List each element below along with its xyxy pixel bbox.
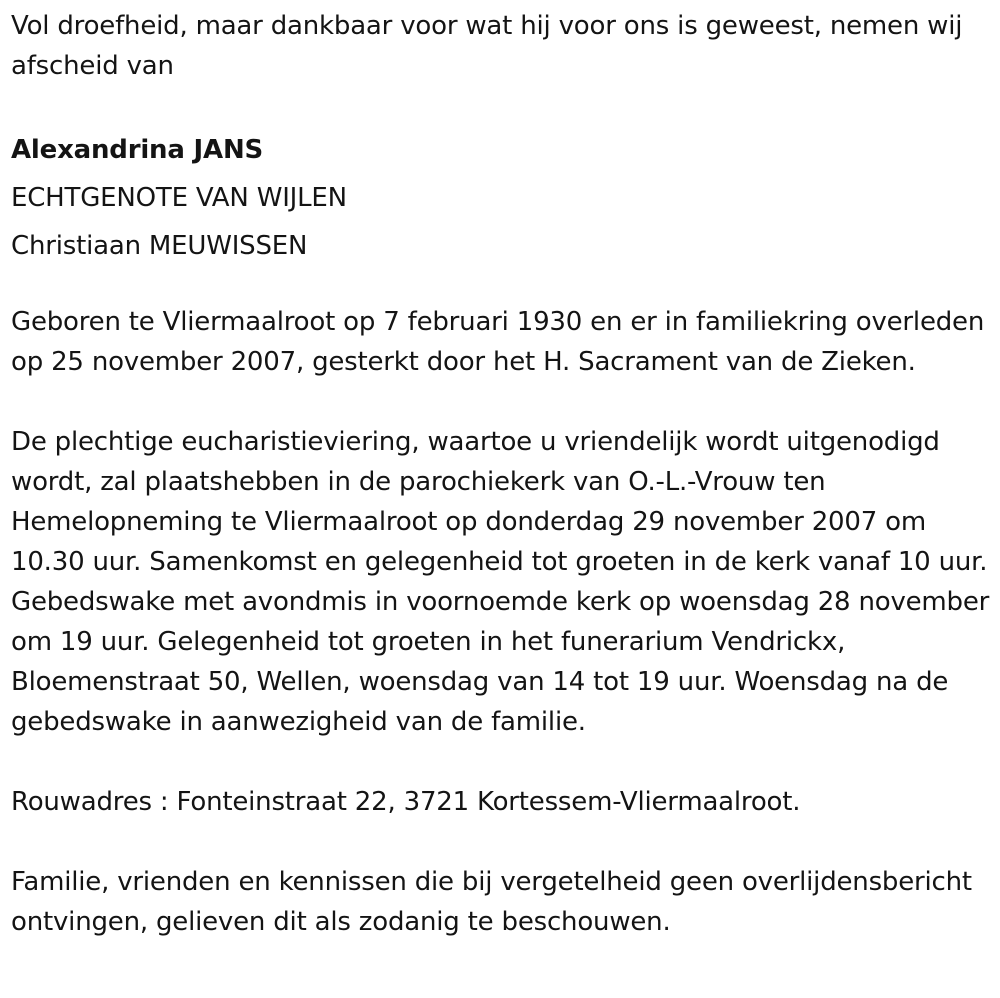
spacer xyxy=(11,382,990,422)
deceased-block xyxy=(11,126,990,270)
closing-paragraph: Familie, vrienden en kennissen die bij vergetelheid geen overlijdensbericht ontvingen, gelieven dit als zodanig te beschouwen. xyxy=(11,867,972,937)
spacer xyxy=(11,742,990,782)
spacer xyxy=(11,86,990,126)
spacer xyxy=(11,822,990,862)
ceremony-paragraph: De plechtige eucharistieviering, waartoe u vriendelijk wordt uitgenodigd wordt, zal plaatshebben in de parochiekerk van O.-L.-Vrouw ten Hemelopneming te Vliermaalroot op donderdag 29 november 2007 om 10.30 uur. Samenkomst en gelegenheid tot groeten in de kerk vanaf 10 uur. Gebedswake met avondmis in voornoemde kerk op woensdag 28 november om 19 uur. Gelegenheid tot groeten in het funerarium Vendrickx, Bloemenstraat 50, Wellen, woensdag van 14 tot 19 uur. Woensdag na de gebedswake in aanwezigheid van de familie. xyxy=(11,427,990,737)
address-paragraph: Rouwadres : Fonteinstraat 22, 3721 Kortessem-Vliermaalroot. xyxy=(11,787,801,817)
deceased-name: Alexandrina JANS xyxy=(11,135,264,165)
relation-label: ECHTGENOTE VAN WIJLEN xyxy=(11,183,347,213)
birth-death-paragraph: Geboren te Vliermaalroot op 7 februari 1930 en er in familiekring overleden op 25 november 2007, gesterkt door het H. Sacrament van de Zieken. xyxy=(11,307,985,377)
intro-paragraph: Vol droefheid, maar dankbaar voor wat hij voor ons is geweest, nemen wij afscheid van xyxy=(11,11,963,81)
spacer xyxy=(11,270,990,302)
spouse-name: Christiaan MEUWISSEN xyxy=(11,231,308,261)
